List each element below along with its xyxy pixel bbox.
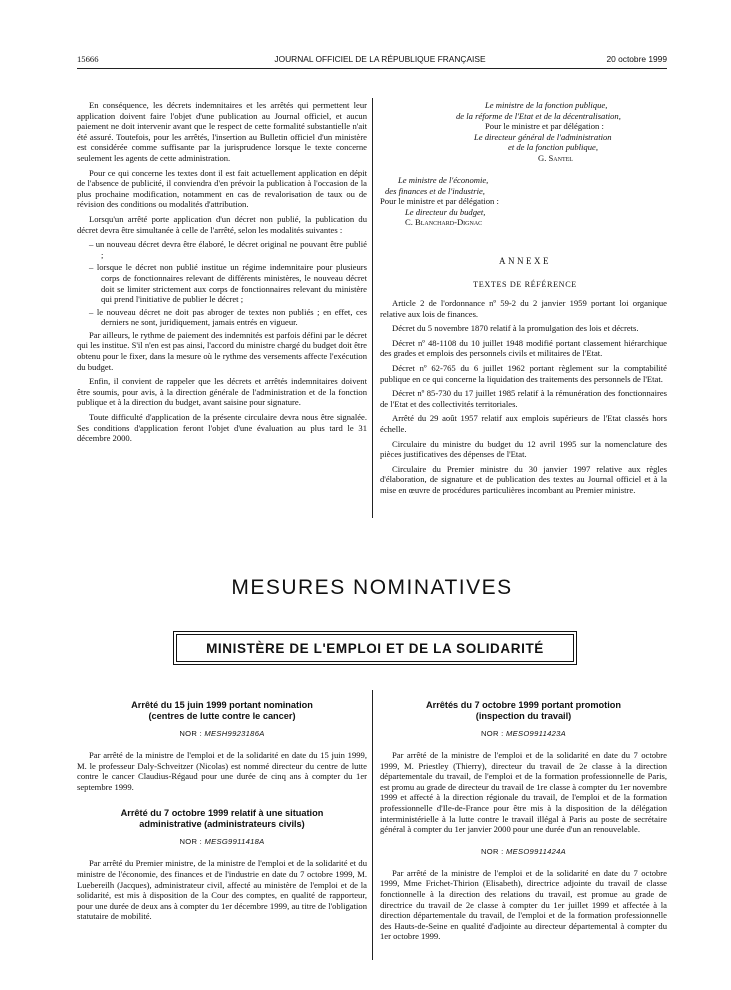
arrete-body bbox=[77, 750, 367, 792]
signature-title: Le directeur général de l'administration bbox=[474, 131, 612, 142]
paragraph: Par arrêté du Premier ministre, de la ministre de l'emploi et de la solidarité et du ministre de l'économie, des finances et de l'industrie en date du 7 octobre 1999, M. Luebereilh (Jacques), administrateur civil, affecté au ministère de l'emploi et de la solidarité, est mis à disposition de la Cour des comptes, en qualité de rapporteur, pour une durée de deux ans à compter du 1er décembre 1999, au titre de l'obligation statutaire de mobilité. bbox=[77, 858, 367, 922]
list-item: – un nouveau décret devra être élaboré, le décret original ne pouvant être publié ; bbox=[89, 239, 367, 260]
left-bottom-column bbox=[77, 700, 367, 926]
nor-code: MESO9911423A bbox=[506, 729, 567, 738]
nor-label: NOR : bbox=[179, 729, 202, 738]
reference-item: Arrêté du 29 août 1957 relatif aux emplois supérieurs de l'Etat classés hors échelle. bbox=[380, 413, 667, 434]
header-rule bbox=[77, 68, 667, 69]
left-top-column bbox=[77, 100, 367, 448]
references-list bbox=[380, 298, 667, 500]
nor-label: NOR : bbox=[480, 729, 504, 738]
annexe-title: ANNEXE bbox=[499, 256, 551, 266]
annexe-subtitle: TEXTES DE RÉFÉRENCE bbox=[473, 280, 577, 289]
list-item: – le nouveau décret ne doit pas abroger de textes non publiés ; en effet, ces derniers ne sont, juridiquement, jamais entrés en vigueur. bbox=[89, 306, 367, 328]
list-item: – lorsque le décret non publié institue un régime indemnitaire pour plusieurs corps de fonctionnaires relevant de différents ministères, le nouveau décret doit se limiter strictement aux corps de fonctionnaires relevant du ministère qui prend l'initiative de publier le décret ; bbox=[89, 262, 367, 305]
nor-code: MESH9923186A bbox=[204, 729, 265, 738]
arrete-title: Arrêté du 7 octobre 1999 relatif à une situation bbox=[120, 808, 324, 819]
nor-label: NOR : bbox=[480, 846, 504, 856]
nor-reference bbox=[380, 729, 667, 738]
reference-item: Décret nº 62-765 du 6 juillet 1962 portant règlement sur la comptabilité publique en ce qui concerne la liquidation des traitements des personnels de l'Etat. bbox=[380, 362, 667, 384]
paragraph: Par arrêté de la ministre de l'emploi et de la solidarité en date du 15 juin 1999, M. le professeur Daly-Schveitzer (Nicolas) est nommé directeur du centre de lutte contre le cancer Claudius-Régaud pour une durée de cinq ans à compter du 1er septembre 1999. bbox=[77, 750, 367, 792]
signature-title: des finances et de l'industrie, bbox=[385, 185, 485, 196]
signature-delegation: Pour le ministre et par délégation : bbox=[485, 121, 604, 132]
signature-title: Le ministre de la fonction publique, bbox=[485, 100, 608, 110]
signature-block-1 bbox=[380, 100, 670, 164]
arrete-subtitle: (inspection du travail) bbox=[475, 711, 572, 721]
arrete-body bbox=[380, 750, 667, 835]
column-divider bbox=[372, 690, 373, 960]
nor-code: MESG9911418A bbox=[204, 837, 265, 847]
nor-reference bbox=[380, 847, 667, 856]
closing-paragraph: Toute difficulté d'application de la présente circulaire devra nous être signalée. Ses conditions d'application feront l'objet d'une évaluation au plus tard le 31 décembre 2000. bbox=[77, 412, 367, 444]
ministry-title: MINISTÈRE DE L'EMPLOI ET DE LA SOLIDARITÉ bbox=[176, 634, 574, 662]
reference-item: Article 2 de l'ordonnance nº 59-2 du 2 janvier 1959 portant loi organique relative aux lois de finances. bbox=[380, 298, 667, 319]
signature-delegation: Pour le ministre et par délégation : bbox=[380, 196, 499, 207]
signature-title: Le ministre de l'économie, bbox=[398, 175, 489, 185]
paragraph: Lorsqu'un arrêté porte application d'un décret non publié, la publication du décret devra être simultanée à celle de l'arrêté, selon les modalités suivantes : bbox=[77, 213, 367, 235]
page-date: 20 octobre 1999 bbox=[606, 54, 667, 64]
right-bottom-column bbox=[380, 700, 667, 946]
page-number: 15666 bbox=[77, 54, 99, 64]
signature-title: et de la fonction publique, bbox=[508, 142, 598, 153]
paragraph: Par arrêté de la ministre de l'emploi et de la solidarité en date du 7 octobre 1999, M. Priestley (Thierry), directeur du travail de 2e classe à la direction départementale du travail, de l'emploi et de la formation professionnelle de Paris, est promu au grade de directeur du travail de 1re classe à compter du 1er novembre 1999 et affecté à la direction régionale du travail, de l'emploi et de la formation professionnelle d'Ile-de-France pour être mis à la disposition de la délégation interministérielle à la lutte contre le travail illégal à Paris au poste de secrétaire général à compter du 1er janvier 2000 pour une durée d'un an renouvelable. bbox=[380, 750, 667, 835]
signature-title: Le directeur du budget, bbox=[405, 206, 486, 217]
arrete-title: Arrêtés du 7 octobre 1999 portant promotion bbox=[425, 700, 621, 710]
reference-item: Circulaire du Premier ministre du 30 janvier 1997 relative aux règles d'élaboration, de signature et de publication des textes au Journal officiel et à la mise en œuvre de procédures particulières incombant au Premier ministre. bbox=[380, 463, 667, 495]
section-title: MESURES NOMINATIVES bbox=[231, 576, 513, 599]
arrete-subtitle: (centres de lutte contre le cancer) bbox=[148, 711, 296, 721]
ministry-box bbox=[173, 631, 577, 665]
arrete-body bbox=[77, 858, 367, 922]
column-divider bbox=[372, 98, 373, 518]
signature-block-2 bbox=[380, 175, 670, 228]
reference-item: Décret nº 85-730 du 17 juillet 1985 relatif à la rémunération des fonctionnaires de l'Etat et des collectivités territoriales. bbox=[380, 388, 667, 409]
paragraph: Par ailleurs, le rythme de paiement des indemnités est parfois défini par le décret qui les institue. S'il n'en est pas ainsi, l'accord du ministre chargé du budget doit être obtenu pour le fixer, dans la mesure où le rythme des versements affecte l'exécution du budget. bbox=[77, 329, 367, 372]
journal-title: JOURNAL OFFICIEL DE LA RÉPUBLIQUE FRANÇAISE bbox=[274, 54, 486, 64]
signatory-name: C. Blanchard-Dignac bbox=[405, 217, 483, 228]
paragraph: Pour ce qui concerne les textes dont il est fait actuellement application en dépit de l'absence de publicité, il conviendra d'en prévoir la publication à l'occasion de la plus prochaine modification, notamment en cas de revalorisation de taux ou de révision des conditions ou modalités d'attribution. bbox=[77, 167, 367, 210]
paragraph: En conséquence, les décrets indemnitaires et les arrêtés qui permettent leur application doivent faire l'objet d'une publication au Journal officiel, et aucun paiement ne doit intervenir avant que le respect de cette formalité substantielle n'ait été assuré. Toutefois, pour les arrêtés, l'insertion au Bulletin officiel d'un ministère est considérée comme suffisante par la jurisprudence lorsque le texte concerne seulement les agents de cette administration. bbox=[77, 100, 367, 163]
signatory-name: G. Santel bbox=[538, 152, 573, 163]
reference-item: Circulaire du ministre du budget du 12 avril 1995 sur la nomenclature des pièces justificatives des dépenses de l'Etat. bbox=[380, 438, 667, 460]
arrete-title: Arrêté du 15 juin 1999 portant nomination bbox=[131, 700, 313, 710]
section-heading bbox=[77, 576, 667, 600]
arrete-subtitle: administrative (administrateurs civils) bbox=[139, 819, 305, 830]
arrete-body bbox=[380, 868, 667, 942]
nor-code: MESO9911424A bbox=[506, 846, 567, 856]
paragraph: Par arrêté de la ministre de l'emploi et de la solidarité en date du 7 octobre 1999, Mme Frichet-Thirion (Elisabeth), directrice adjointe du travail de classe fonctionnelle à la direction des relations du travail, est promue au grade de directrice du travail de 2e classe à compter du 1er juillet 1999 et affectée à la direction départementale du travail, de l'emploi et de la formation professionnelle des Hauts-de-Seine en qualité d'adjointe au directeur départemental à compter du 1er octobre 1999. bbox=[380, 867, 667, 942]
reference-item: Décret du 5 novembre 1870 relatif à la promulgation des lois et décrets. bbox=[392, 323, 639, 334]
nor-reference bbox=[77, 729, 367, 738]
reference-item: Décret nº 48-1108 du 10 juillet 1948 modifié portant classement hiérarchique des grades et emplois des personnels civils et militaires de l'Etat. bbox=[380, 337, 667, 359]
nor-reference bbox=[77, 837, 367, 846]
nor-label: NOR : bbox=[179, 837, 203, 847]
paragraph: Enfin, il convient de rappeler que les décrets et arrêtés indemnitaires doivent être soumis, pour avis, à la direction générale de l'administration et de la fonction publique et à la direction du budget, avant saisine pour signature. bbox=[77, 376, 367, 408]
signature-title: de la réforme de l'Etat et de la décentralisation, bbox=[456, 110, 621, 121]
